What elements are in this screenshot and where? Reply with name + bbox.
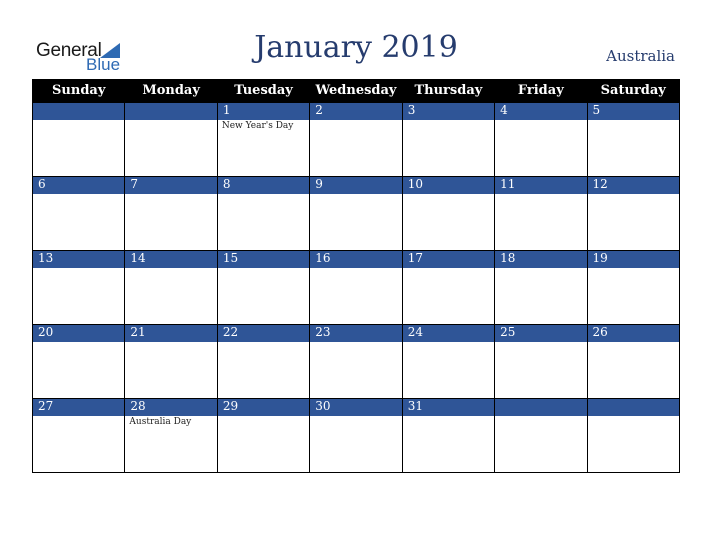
- day-number: 5: [587, 103, 679, 121]
- holiday-label: [588, 342, 679, 343]
- holiday-label: [218, 194, 309, 195]
- holiday-label: [495, 416, 586, 417]
- holiday-label: [403, 268, 494, 269]
- day-number: [125, 103, 217, 121]
- day-cell: [33, 194, 125, 251]
- holiday-label: [588, 268, 679, 269]
- logo-text-blue: Blue: [86, 55, 121, 74]
- holiday-label: [33, 268, 124, 269]
- day-number: [33, 103, 125, 121]
- day-number: 8: [217, 177, 309, 195]
- day-number: 10: [402, 177, 494, 195]
- day-cell: [402, 120, 494, 177]
- day-number: 20: [33, 325, 125, 343]
- day-cell: [495, 416, 587, 473]
- day-cell: [587, 416, 679, 473]
- day-number: 19: [587, 251, 679, 269]
- page-title: January 2019: [254, 30, 458, 65]
- day-cell: [33, 120, 125, 177]
- holiday-label: [403, 194, 494, 195]
- day-number: 4: [495, 103, 587, 121]
- day-cell: [125, 120, 217, 177]
- day-number: 26: [587, 325, 679, 343]
- holiday-label: [218, 416, 309, 417]
- day-cell: [402, 416, 494, 473]
- day-number: [587, 399, 679, 417]
- week-body-row: [33, 194, 680, 251]
- holiday-label: [218, 342, 309, 343]
- day-number: 9: [310, 177, 402, 195]
- day-number: 7: [125, 177, 217, 195]
- week-body-row: [33, 268, 680, 325]
- day-cell: [495, 120, 587, 177]
- week-number-row: [33, 399, 680, 417]
- day-number: 14: [125, 251, 217, 269]
- day-number: 15: [217, 251, 309, 269]
- day-cell: [217, 416, 309, 473]
- day-cell: [402, 342, 494, 399]
- day-number: 28: [125, 399, 217, 417]
- day-cell: [125, 268, 217, 325]
- holiday-label: [310, 194, 401, 195]
- holiday-label: [33, 342, 124, 343]
- day-number: 6: [33, 177, 125, 195]
- holiday-label: [310, 120, 401, 121]
- day-number: 22: [217, 325, 309, 343]
- weekday-header-row: [33, 79, 680, 103]
- day-number: 17: [402, 251, 494, 269]
- holiday-label: [125, 194, 216, 195]
- day-cell: [33, 342, 125, 399]
- weekday-header: Thursday: [402, 79, 494, 103]
- day-number: 12: [587, 177, 679, 195]
- day-cell: [217, 268, 309, 325]
- day-cell: [495, 268, 587, 325]
- day-number: 16: [310, 251, 402, 269]
- day-number: [495, 399, 587, 417]
- week-number-row: [33, 325, 680, 343]
- day-number: 21: [125, 325, 217, 343]
- day-cell: [495, 342, 587, 399]
- weekday-header: Wednesday: [310, 79, 402, 103]
- holiday-label: [125, 120, 216, 121]
- day-number: 1: [217, 103, 309, 121]
- holiday-label: [495, 268, 586, 269]
- day-cell: [125, 342, 217, 399]
- holiday-label: [125, 342, 216, 343]
- country-label: Australia: [606, 47, 675, 65]
- day-cell: [310, 268, 402, 325]
- holiday-label: [310, 416, 401, 417]
- weekday-header: Tuesday: [217, 79, 309, 103]
- day-cell: [217, 120, 309, 177]
- day-cell: [310, 416, 402, 473]
- holiday-label: [33, 194, 124, 195]
- holiday-label: [403, 342, 494, 343]
- day-cell: [587, 268, 679, 325]
- holiday-label: [588, 416, 679, 417]
- holiday-label: [495, 194, 586, 195]
- holiday-label: [33, 120, 124, 121]
- holiday-label: [33, 416, 124, 417]
- holiday-label: [588, 120, 679, 121]
- day-cell: [495, 194, 587, 251]
- day-cell: [310, 120, 402, 177]
- day-cell: [125, 194, 217, 251]
- holiday-label: [403, 416, 494, 417]
- day-number: 27: [33, 399, 125, 417]
- day-number: 23: [310, 325, 402, 343]
- day-cell: [587, 120, 679, 177]
- holiday-label: [218, 268, 309, 269]
- holiday-label: [310, 342, 401, 343]
- weekday-header: Monday: [125, 79, 217, 103]
- holiday-label: [125, 268, 216, 269]
- week-body-row: [33, 342, 680, 399]
- week-number-row: [33, 251, 680, 269]
- day-cell: [217, 194, 309, 251]
- day-cell: [310, 342, 402, 399]
- day-cell: [402, 268, 494, 325]
- day-number: 24: [402, 325, 494, 343]
- holiday-label: [310, 268, 401, 269]
- day-number: 29: [217, 399, 309, 417]
- week-number-row: [33, 177, 680, 195]
- day-cell: [310, 194, 402, 251]
- holiday-label: [588, 194, 679, 195]
- day-cell: [217, 342, 309, 399]
- day-cell: [402, 194, 494, 251]
- logo-text-general: General: [36, 40, 102, 61]
- holiday-label: [495, 342, 586, 343]
- day-number: 18: [495, 251, 587, 269]
- day-number: 11: [495, 177, 587, 195]
- holiday-label: Australia Day: [129, 417, 192, 427]
- week-body-row: [33, 416, 680, 473]
- day-cell: [125, 416, 217, 473]
- day-number: 25: [495, 325, 587, 343]
- day-number: 31: [402, 399, 494, 417]
- day-number: 2: [310, 103, 402, 121]
- day-number: 13: [33, 251, 125, 269]
- week-number-row: [33, 103, 680, 121]
- day-number: 30: [310, 399, 402, 417]
- day-cell: [33, 268, 125, 325]
- holiday-label: [495, 120, 586, 121]
- holiday-label: [403, 120, 494, 121]
- weekday-header: Saturday: [587, 79, 679, 103]
- weekday-header: Sunday: [33, 79, 125, 103]
- week-body-row: [33, 120, 680, 177]
- day-cell: [33, 416, 125, 473]
- calendar-grid: [32, 79, 680, 473]
- day-number: 3: [402, 103, 494, 121]
- holiday-label: New Year's Day: [221, 121, 294, 131]
- day-cell: [587, 194, 679, 251]
- weekday-header: Friday: [495, 79, 587, 103]
- day-cell: [587, 342, 679, 399]
